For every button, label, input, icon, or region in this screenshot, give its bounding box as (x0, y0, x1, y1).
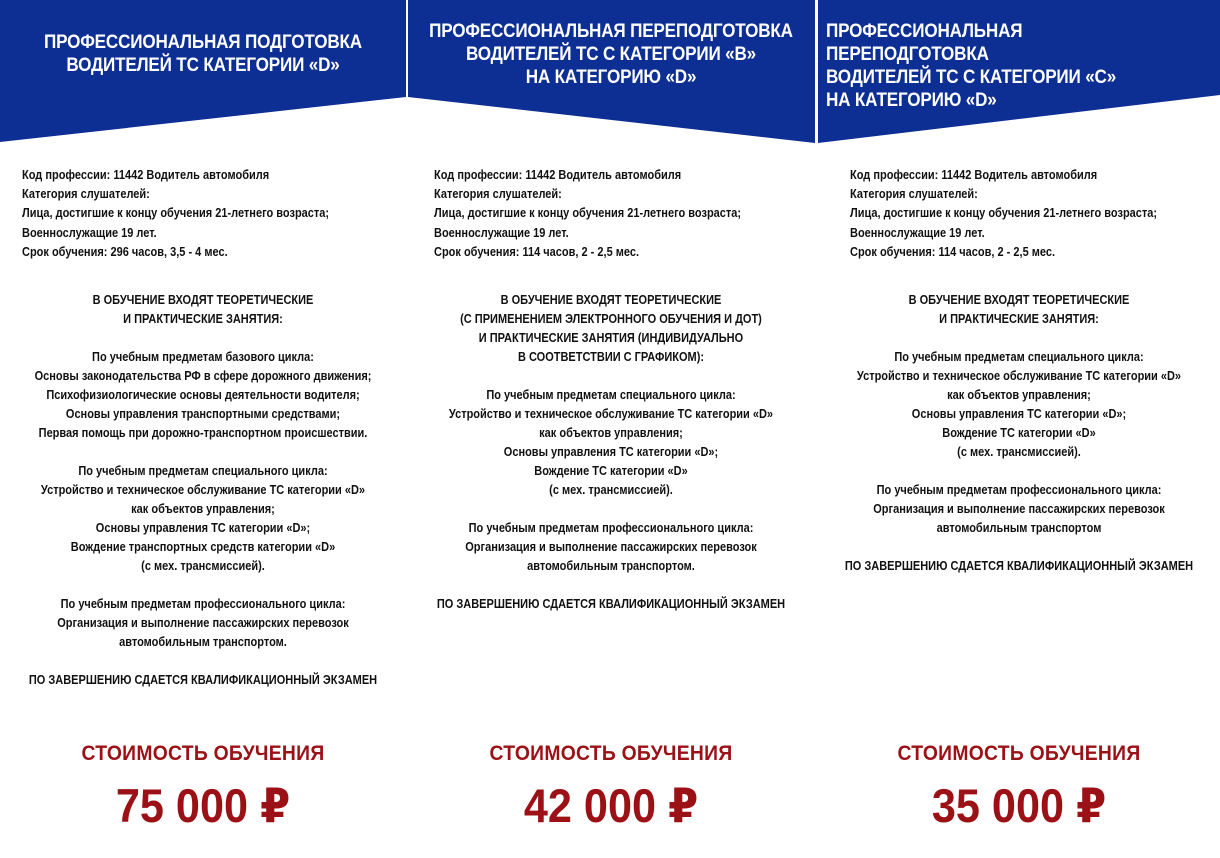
course-title-line: ПРОФЕССИОНАЛЬНАЯ ПЕРЕПОДГОТОВКА (429, 21, 793, 42)
program-line: По учебным предметам базового цикла: (92, 350, 314, 364)
info-line: Срок обучения: 114 часов, 2 - 2,5 мес. (850, 244, 1056, 259)
program-line (24, 329, 381, 348)
program-line (24, 652, 381, 671)
course-title (428, 20, 793, 89)
price-label: СТОИМОСТЬ ОБУЧЕНИЯ (489, 742, 733, 765)
program-line: Психофизиологические основы деятельности водителя; (46, 388, 360, 402)
program-line: как объектов управления; (131, 502, 275, 516)
course-title-line: ВОДИТЕЛЕЙ ТС С КАТЕГОРИИ «С» (826, 67, 1117, 88)
info-line: Категория слушателей: (22, 187, 150, 202)
program-line: автомобильным транспортом (936, 521, 1102, 535)
program-line (842, 538, 1196, 557)
course-title-line: НА КАТЕГОРИЮ «D» (826, 90, 997, 111)
course-program (818, 291, 1220, 576)
program-line: как объектов управления; (539, 426, 683, 440)
price-label: СТОИМОСТЬ ОБУЧЕНИЯ (81, 742, 325, 765)
info-line: Категория слушателей: (434, 187, 562, 202)
course-column-1 (0, 0, 406, 858)
info-line: Военнослужащие 19 лет. (434, 225, 569, 240)
program-line: Организация и выполнение пассажирских перевозок (873, 502, 1165, 516)
price-value: 35 000 ₽ (931, 779, 1107, 832)
price-label: СТОИМОСТЬ ОБУЧЕНИЯ (897, 742, 1141, 765)
course-title (826, 20, 1181, 112)
program-line: (С ПРИМЕНЕНИЕМ ЭЛЕКТРОННОГО ОБУЧЕНИЯ И ДОТ) (460, 312, 762, 326)
program-line (24, 576, 381, 595)
course-info (850, 166, 1216, 262)
info-line: Военнослужащие 19 лет. (850, 225, 985, 240)
program-line: В ОБУЧЕНИЕ ВХОДЯТ ТЕОРЕТИЧЕСКИЕ (92, 293, 314, 307)
program-line: Основы управления ТС категории «D»; (95, 521, 311, 535)
program-line: Вождение ТС категории «D» (534, 464, 688, 478)
course-title-line: ВОДИТЕЛЕЙ ТС КАТЕГОРИИ «D» (66, 55, 340, 76)
program-line: И ПРАКТИЧЕСКИЕ ЗАНЯТИЯ: (123, 312, 283, 326)
program-line: Устройство и техническое обслуживание ТС категории «D» (448, 407, 774, 421)
info-line: Код профессии: 11442 Водитель автомобиля (850, 168, 1098, 182)
course-column-2 (408, 0, 814, 858)
program-line: ПО ЗАВЕРШЕНИЮ СДАЕТСЯ КВАЛИФИКАЦИОННЫЙ ЭКЗАМЕН (436, 597, 786, 611)
price-value: 42 000 ₽ (523, 779, 699, 832)
program-line: В СООТВЕТСТВИИ С ГРАФИКОМ): (517, 350, 705, 364)
program-line (432, 367, 789, 386)
program-line: И ПРАКТИЧЕСКИЕ ЗАНЯТИЯ (ИНДИВИДУАЛЬНО (478, 331, 744, 345)
program-line: В ОБУЧЕНИЕ ВХОДЯТ ТЕОРЕТИЧЕСКИЕ (500, 293, 722, 307)
course-info (22, 166, 402, 262)
program-line: ПО ЗАВЕРШЕНИЮ СДАЕТСЯ КВАЛИФИКАЦИОННЫЙ ЭКЗАМЕН (844, 559, 1194, 573)
program-line: И ПРАКТИЧЕСКИЕ ЗАНЯТИЯ: (939, 312, 1099, 326)
program-line: Вождение ТС категории «D» (942, 426, 1096, 440)
program-line: автомобильным транспортом. (527, 559, 695, 573)
info-line: Код профессии: 11442 Водитель автомобиля (434, 168, 682, 182)
program-line: Устройство и техническое обслуживание ТС категории «D» (856, 369, 1182, 383)
program-line: автомобильным транспортом. (119, 635, 287, 649)
program-line (842, 462, 1196, 481)
program-line: По учебным предметам профессионального цикла: (876, 483, 1162, 497)
course-title-line: ВОДИТЕЛЕЙ ТС С КАТЕГОРИИ «В» (465, 44, 757, 65)
course-title (20, 31, 385, 77)
program-line: Организация и выполнение пассажирских перевозок (57, 616, 349, 630)
program-line: В ОБУЧЕНИЕ ВХОДЯТ ТЕОРЕТИЧЕСКИЕ (908, 293, 1130, 307)
price-value: 75 000 ₽ (115, 779, 291, 832)
program-line: (с мех. трансмиссией). (549, 483, 673, 497)
info-line: Военнослужащие 19 лет. (22, 225, 157, 240)
program-line (24, 443, 381, 462)
program-line: Основы управления ТС категории «D»; (503, 445, 719, 459)
course-column-3 (818, 0, 1220, 858)
course-info (434, 166, 810, 262)
program-line: Основы управления ТС категории «D»; (911, 407, 1127, 421)
program-line: как объектов управления; (947, 388, 1091, 402)
course-title-line: НА КАТЕГОРИЮ «D» (525, 67, 697, 88)
program-line: По учебным предметам специального цикла: (78, 464, 328, 478)
program-line: По учебным предметам специального цикла: (486, 388, 736, 402)
program-line: Первая помощь при дорожно-транспортном происшествии. (38, 426, 368, 440)
program-line (432, 500, 789, 519)
info-line: Лица, достигшие к концу обучения 21-летнего возраста; (850, 206, 1158, 221)
program-line: ПО ЗАВЕРШЕНИЮ СДАЕТСЯ КВАЛИФИКАЦИОННЫЙ ЭКЗАМЕН (28, 673, 378, 687)
course-program (408, 291, 814, 614)
program-line: (с мех. трансмиссией). (957, 445, 1081, 459)
info-line: Срок обучения: 296 часов, 3,5 - 4 мес. (22, 244, 228, 259)
info-line: Лица, достигшие к концу обучения 21-летнего возраста; (434, 206, 742, 221)
course-title-line: ПРОФЕССИОНАЛЬНАЯ ПОДГОТОВКА (44, 32, 362, 53)
program-line (842, 329, 1196, 348)
info-line: Категория слушателей: (850, 187, 978, 202)
program-line: (с мех. трансмиссией). (141, 559, 265, 573)
program-line: Устройство и техническое обслуживание ТС категории «D» (40, 483, 366, 497)
program-line: Организация и выполнение пассажирских перевозок (465, 540, 757, 554)
course-title-line: ПРОФЕССИОНАЛЬНАЯ ПЕРЕПОДГОТОВКА (826, 21, 1023, 65)
program-line: По учебным предметам специального цикла: (894, 350, 1144, 364)
program-line: По учебным предметам профессионального цикла: (468, 521, 754, 535)
course-program (0, 291, 406, 690)
program-line: Вождение транспортных средств категории «D» (70, 540, 336, 554)
program-line (432, 576, 789, 595)
info-line: Лица, достигшие к концу обучения 21-летнего возраста; (22, 206, 330, 221)
program-line: Основы законодательства РФ в сфере дорожного движения; (34, 369, 372, 383)
info-line: Код профессии: 11442 Водитель автомобиля (22, 168, 270, 182)
program-line: Основы управления транспортными средствами; (65, 407, 341, 421)
info-line: Срок обучения: 114 часов, 2 - 2,5 мес. (434, 244, 640, 259)
program-line: По учебным предметам профессионального цикла: (60, 597, 346, 611)
